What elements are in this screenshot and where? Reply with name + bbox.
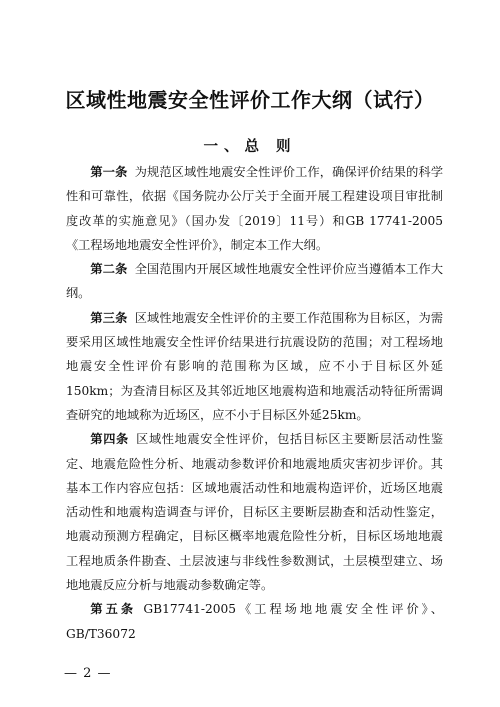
- article-text: 区域性地震安全性评价的主要工作范围称为目标区，为需要采用区域性地震安全性评价结果进行抗震设防的范围；对工程场地地震安全性评价有影响的范围称为区域，应不小于目标区外延150km；为查清目标区及其邻近地区地震构造和地震活动特征所需调查研究的地域称为近场区，应不小于目标区外延25km。: [66, 310, 444, 422]
- article-text: GB17741-2005《工程场地地震安全性评价》、GB/T36072: [66, 602, 443, 641]
- article-3: [66, 306, 443, 427]
- document-title: 区域性地震安全性评价工作大纲（试行）: [65, 88, 435, 112]
- chapter-heading: 一、总 则: [203, 138, 297, 155]
- article-text: 为规范区域性地震安全性评价工作，确保评价结果的科学性和可靠性，依据《国务院办公厅关于全面开展工程建设项目审批制度改革的实施意见》（国办发〔2019〕11号）和GB 17741-2005《工程场地地震安全性评价》，制定本工作大纲。: [66, 165, 444, 252]
- article-1: [66, 160, 443, 257]
- article-text: 区域性地震安全性评价，包括目标区主要断层活动性鉴定、地震危险性分析、地震动参数评价和地震地质灾害初步评价。其基本工作内容应包括：区域地震活动性和地震构造评价，近场区地震活动性和地震构造调查与评价，目标区主要断层勘查和活动性鉴定，地震动预测方程确定，目标区概率地震危险性分析，目标区场地地震工程地质条件勘查、土层波速与非线性参数测试，土层模型建立、场地地震反应分析与地震动参数确定等。: [66, 432, 444, 593]
- article-text: 全国范围内开展区域性地震安全性评价应当遵循本工作大纲。: [66, 262, 444, 301]
- article-label: 第一条: [90, 165, 128, 179]
- article-label: 第三条: [90, 310, 128, 325]
- page-number: — 2 —: [64, 666, 112, 681]
- article-label: 第四条: [90, 432, 129, 447]
- article-label: 第五条: [90, 602, 137, 617]
- article-4: [66, 427, 443, 597]
- article-label: 第二条: [90, 262, 128, 277]
- article-2: [66, 257, 443, 306]
- document-body: [66, 160, 443, 646]
- article-5: [66, 597, 443, 646]
